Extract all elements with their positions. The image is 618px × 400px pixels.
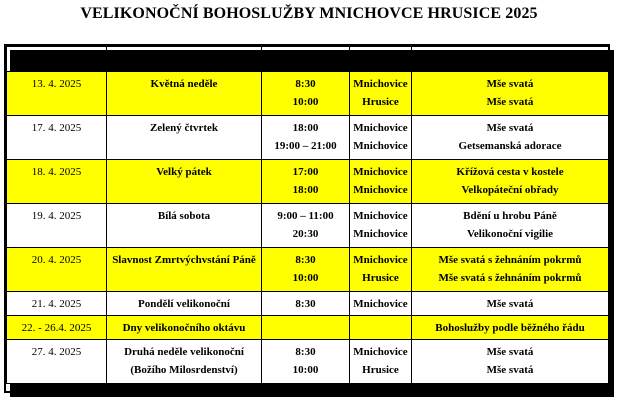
- den-line: [107, 225, 261, 243]
- header-cas: ČAS: [262, 47, 350, 72]
- cell-cas: [262, 204, 350, 248]
- cell-datum: [7, 160, 107, 204]
- pozn-line: Mše svatá s žehnáním pokrmů: [438, 272, 582, 284]
- cell-den: [107, 248, 262, 292]
- schedule-body: [7, 72, 609, 384]
- den-line: [107, 269, 261, 287]
- cell-pozn: [412, 160, 609, 204]
- datum-text: 21. 4. 2025: [31, 298, 82, 310]
- cell-datum: [7, 248, 107, 292]
- cas-line: 17:00: [292, 166, 319, 178]
- cell-den: [107, 72, 262, 116]
- pozn-line: Velikonoční vigilie: [466, 228, 554, 240]
- cell-cas: [262, 116, 350, 160]
- datum-text: 17. 4. 2025: [31, 122, 82, 134]
- cell-misto: [350, 116, 412, 160]
- datum-text: 22. - 26.4. 2025: [21, 322, 92, 334]
- cell-den: [107, 340, 262, 384]
- table-row: [7, 340, 609, 384]
- pozn-line: Mše svatá: [486, 78, 534, 90]
- cell-pozn: [412, 292, 609, 316]
- cell-den: [107, 316, 262, 340]
- cell-misto: [350, 340, 412, 384]
- table-row: [7, 292, 609, 316]
- cell-datum: [7, 340, 107, 384]
- den-line: Slavnost Zmrtvýchvstání Páně: [112, 254, 256, 266]
- cell-cas: [262, 160, 350, 204]
- cell-pozn: [412, 204, 609, 248]
- misto-line: Mnichovice: [353, 184, 408, 196]
- den-line: Velký pátek: [156, 166, 212, 178]
- misto-line: Hrusice: [362, 272, 399, 284]
- misto-line: Mnichovice: [353, 346, 408, 358]
- den-line: [107, 181, 261, 199]
- datum-text: 20. 4. 2025: [31, 254, 82, 266]
- header-poznamka: POZNÁMKA: [412, 47, 609, 72]
- cell-pozn: [412, 248, 609, 292]
- pozn-line: Velkopáteční obřady: [461, 184, 559, 196]
- datum-text: 19. 4. 2025: [31, 210, 82, 222]
- cell-datum: [7, 72, 107, 116]
- cell-den: [107, 116, 262, 160]
- cas-line: 10:00: [292, 364, 319, 376]
- cas-line: 18:00: [292, 122, 319, 134]
- datum-text: 13. 4. 2025: [31, 78, 82, 90]
- cell-datum: [7, 116, 107, 160]
- table-row: [7, 72, 609, 116]
- cell-pozn: [412, 316, 609, 340]
- misto-line: Mnichovice: [353, 210, 408, 222]
- cell-cas: [262, 72, 350, 116]
- cas-line: 19:00 – 21:00: [274, 140, 337, 152]
- cell-pozn: [412, 72, 609, 116]
- cell-misto: [350, 248, 412, 292]
- pozn-line: Bohoslužby podle běžného řádu: [435, 322, 585, 334]
- misto-line: [350, 319, 411, 337]
- misto-line: Hrusice: [362, 364, 399, 376]
- misto-line: Mnichovice: [353, 78, 408, 90]
- schedule-table: [6, 46, 609, 384]
- cell-den: [107, 160, 262, 204]
- misto-line: Mnichovice: [353, 298, 408, 310]
- den-line: Pondělí velikonoční: [138, 298, 230, 310]
- pozn-line: Mše svatá s žehnáním pokrmů: [438, 254, 582, 266]
- cas-line: 8:30: [295, 346, 316, 358]
- pozn-line: Mše svatá: [486, 298, 534, 310]
- datum-text: 27. 4. 2025: [31, 346, 82, 358]
- cas-line: 8:30: [295, 298, 316, 310]
- table-row: [7, 160, 609, 204]
- cell-datum: [7, 204, 107, 248]
- cas-line: 8:30: [295, 254, 316, 266]
- cell-cas: [262, 248, 350, 292]
- cell-den: [107, 204, 262, 248]
- cas-line: 10:00: [292, 272, 319, 284]
- den-line: [107, 137, 261, 155]
- cell-pozn: [412, 116, 609, 160]
- den-line: (Božího Milosrdenství): [130, 364, 238, 376]
- cell-datum: [7, 316, 107, 340]
- cas-line: 18:00: [292, 184, 319, 196]
- page-title: VELIKONOČNÍ BOHOSLUŽBY MNICHOVCE HRUSICE 2025: [80, 5, 538, 22]
- cell-pozn: [412, 340, 609, 384]
- cell-cas: [262, 340, 350, 384]
- misto-line: Mnichovice: [353, 254, 408, 266]
- misto-line: Hrusice: [362, 96, 399, 108]
- misto-line: Mnichovice: [353, 166, 408, 178]
- cas-line: 9:00 – 11:00: [277, 210, 334, 222]
- table-row: [7, 116, 609, 160]
- misto-line: Mnichovice: [353, 122, 408, 134]
- den-line: Bílá sobota: [157, 210, 211, 222]
- misto-line: Mnichovice: [353, 140, 408, 152]
- den-line: Druhá neděle velikonoční: [124, 346, 244, 358]
- cas-line: 8:30: [295, 78, 316, 90]
- table-row: [7, 316, 609, 340]
- den-line: Zelený čtvrtek: [149, 122, 219, 134]
- cas-line: [262, 319, 349, 337]
- cas-line: 20:30: [292, 228, 319, 240]
- pozn-line: Mše svatá: [486, 122, 534, 134]
- pozn-line: Bdění u hrobu Páně: [463, 210, 557, 222]
- pozn-line: Mše svatá: [486, 364, 534, 376]
- den-line: Květná neděle: [150, 78, 218, 90]
- den-line: Dny velikonočního oktávu: [122, 322, 246, 334]
- den-line: [107, 93, 261, 111]
- pozn-line: Mše svatá: [486, 96, 534, 108]
- table-row: [7, 248, 609, 292]
- table-row: [7, 204, 609, 248]
- cell-datum: [7, 292, 107, 316]
- header-misto: MÍSTO: [350, 47, 412, 72]
- pozn-line: Getsemanská adorace: [458, 140, 562, 152]
- cell-misto: [350, 316, 412, 340]
- cas-line: 10:00: [292, 96, 319, 108]
- pozn-line: Mše svatá: [486, 346, 534, 358]
- header-den: DEN: [107, 47, 262, 72]
- cell-cas: [262, 316, 350, 340]
- misto-line: Mnichovice: [353, 228, 408, 240]
- header-datum: DATUM: [7, 47, 107, 72]
- datum-text: 18. 4. 2025: [31, 166, 82, 178]
- cell-misto: [350, 160, 412, 204]
- header-row: [7, 47, 609, 72]
- pozn-line: Křížová cesta v kostele: [456, 166, 564, 178]
- cell-cas: [262, 292, 350, 316]
- cell-den: [107, 292, 262, 316]
- cell-misto: [350, 72, 412, 116]
- cell-misto: [350, 292, 412, 316]
- cell-misto: [350, 204, 412, 248]
